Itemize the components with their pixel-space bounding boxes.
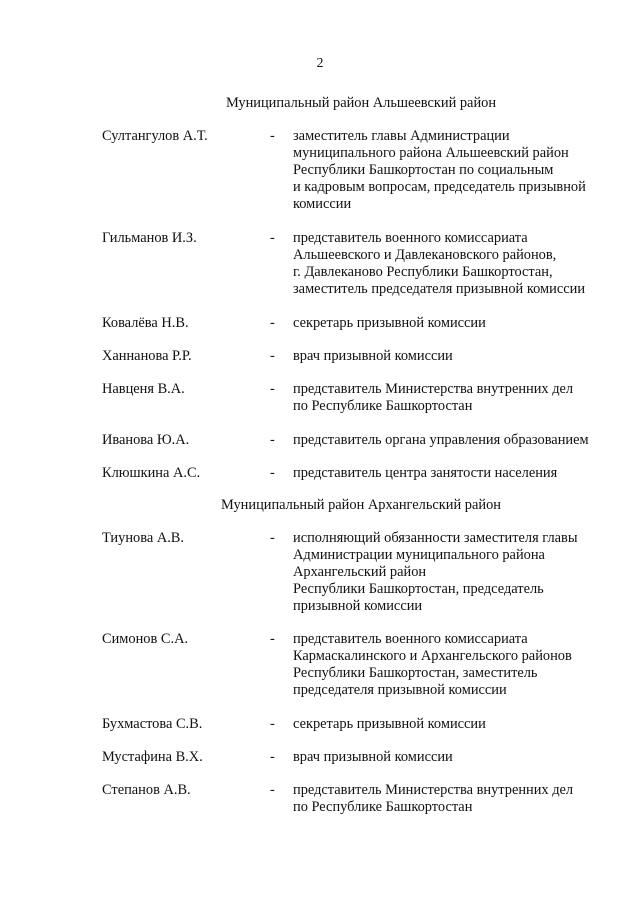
role-line: представитель военного комиссариата <box>293 230 528 246</box>
member-role <box>293 315 623 332</box>
section-title-arkhangelsky: Муниципальный район Архангельский район <box>221 497 501 513</box>
dash-separator: - <box>270 631 275 647</box>
member-role <box>293 716 623 733</box>
role-line: муниципального района Альшеевский район <box>293 145 569 161</box>
role-line: представитель центра занятости населения <box>293 465 558 481</box>
dash-separator: - <box>270 749 275 765</box>
role-line: Альшеевского и Давлекановского районов, <box>293 247 557 263</box>
member-name: Ханнанова Р.Р. <box>102 348 192 364</box>
dash-separator: - <box>270 128 275 144</box>
page-number: 2 <box>316 56 324 71</box>
role-line: секретарь призывной комиссии <box>293 315 486 331</box>
member-role <box>293 530 623 615</box>
member-name: Степанов А.В. <box>102 782 191 798</box>
role-line: Республики Башкортостан по социальным <box>293 162 554 178</box>
member-name: Султангулов А.Т. <box>102 128 208 144</box>
role-line: заместитель председателя призывной комиссии <box>293 281 586 297</box>
role-line: председателя призывной комиссии <box>293 682 507 698</box>
dash-separator: - <box>270 530 275 546</box>
role-line: врач призывной комиссии <box>293 749 453 765</box>
member-role <box>293 230 623 298</box>
role-line: Архангельский район <box>293 564 427 580</box>
role-line: и кадровым вопросам, председатель призывной <box>293 179 586 195</box>
member-role <box>293 128 623 213</box>
dash-separator: - <box>270 315 275 331</box>
role-line: представитель Министерства внутренних дел <box>293 381 574 397</box>
role-line: представитель военного комиссариата <box>293 631 528 647</box>
member-role <box>293 782 623 816</box>
role-line: секретарь призывной комиссии <box>293 716 486 732</box>
role-line: по Республике Башкортостан <box>293 799 473 815</box>
member-name: Симонов С.А. <box>102 631 189 647</box>
member-name: Ковалёва Н.В. <box>102 315 189 331</box>
role-line: заместитель главы Администрации <box>293 128 510 144</box>
member-role <box>293 465 623 482</box>
role-line: Республики Башкортостан, председатель <box>293 581 544 597</box>
member-role <box>293 381 623 415</box>
dash-separator: - <box>270 348 275 364</box>
member-name: Навценя В.А. <box>102 381 185 397</box>
section-title-alsheevsky: Муниципальный район Альшеевский район <box>225 95 497 111</box>
member-role <box>293 631 623 699</box>
member-role <box>293 432 623 449</box>
role-line: представитель Министерства внутренних дел <box>293 782 574 798</box>
role-line: комиссии <box>293 196 352 212</box>
role-line: Республики Башкортостан, заместитель <box>293 665 538 681</box>
role-line: Администрации муниципального района <box>293 547 545 563</box>
role-line: Кармаскалинского и Архангельского районов <box>293 648 572 664</box>
role-line: врач призывной комиссии <box>293 348 453 364</box>
dash-separator: - <box>270 381 275 397</box>
role-line: г. Давлеканово Республики Башкортостан, <box>293 264 553 280</box>
member-name: Мустафина В.Х. <box>102 749 203 765</box>
role-line: исполняющий обязанности заместителя главы <box>293 530 578 546</box>
dash-separator: - <box>270 782 275 798</box>
dash-separator: - <box>270 230 275 246</box>
member-name: Гильманов И.З. <box>102 230 197 246</box>
dash-separator: - <box>270 716 275 732</box>
member-name: Тиунова А.В. <box>102 530 185 546</box>
member-role <box>293 749 623 766</box>
dash-separator: - <box>270 432 275 448</box>
role-line: по Республике Башкортостан <box>293 398 473 414</box>
role-line: представитель органа управления образованием <box>293 432 589 448</box>
member-name: Клюшкина А.С. <box>102 465 201 481</box>
dash-separator: - <box>270 465 275 481</box>
member-role <box>293 348 623 365</box>
role-line: призывной комиссии <box>293 598 423 614</box>
member-name: Бухмастова С.В. <box>102 716 203 732</box>
member-name: Иванова Ю.А. <box>102 432 190 448</box>
